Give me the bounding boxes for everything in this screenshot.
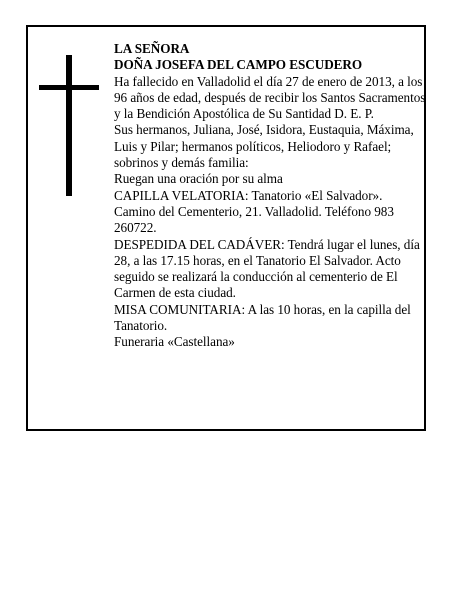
- mass-info: MISA COMUNITARIA: A las 10 horas, en la capilla del Tanatorio.: [114, 301, 411, 334]
- death-announcement: Ha fallecido en Valladolid el día 27 de enero de 2013, a los 96 años de edad, después de recibir los Santos Sacramentos y la Bendición Apostólica de Su Santidad D. E. P.: [114, 73, 426, 122]
- notice-text: [114, 41, 426, 351]
- obituary-notice: [26, 25, 426, 431]
- chapel-info: CAPILLA VELATORIA: Tanatorio «El Salvador». Camino del Cementerio, 21. Valladolid. Teléfono 983 260722.: [114, 187, 394, 236]
- deceased-name: DOÑA JOSEFA DEL CAMPO ESCUDERO: [114, 57, 363, 73]
- family-members: Sus hermanos, Juliana, José, Isidora, Eustaquia, Máxima, Luis y Pilar; hermanos políticos, Heliodoro y Rafael; sobrinos y demás familia:: [114, 122, 414, 171]
- cross-vertical-bar: [66, 55, 72, 196]
- funeral-home: Funeraria «Castellana»: [114, 334, 235, 350]
- prayer-request: Ruegan una oración por su alma: [114, 171, 283, 187]
- cross-horizontal-bar: [39, 85, 99, 90]
- farewell-info: DESPEDIDA DEL CADÁVER: Tendrá lugar el lunes, día 28, a las 17.15 horas, en el Tanatorio El Salvador. Acto seguido se realizará la conducción al cementerio de El Carmen de esta ciudad.: [114, 236, 420, 301]
- notice-heading-title: LA SEÑORA: [114, 41, 190, 56]
